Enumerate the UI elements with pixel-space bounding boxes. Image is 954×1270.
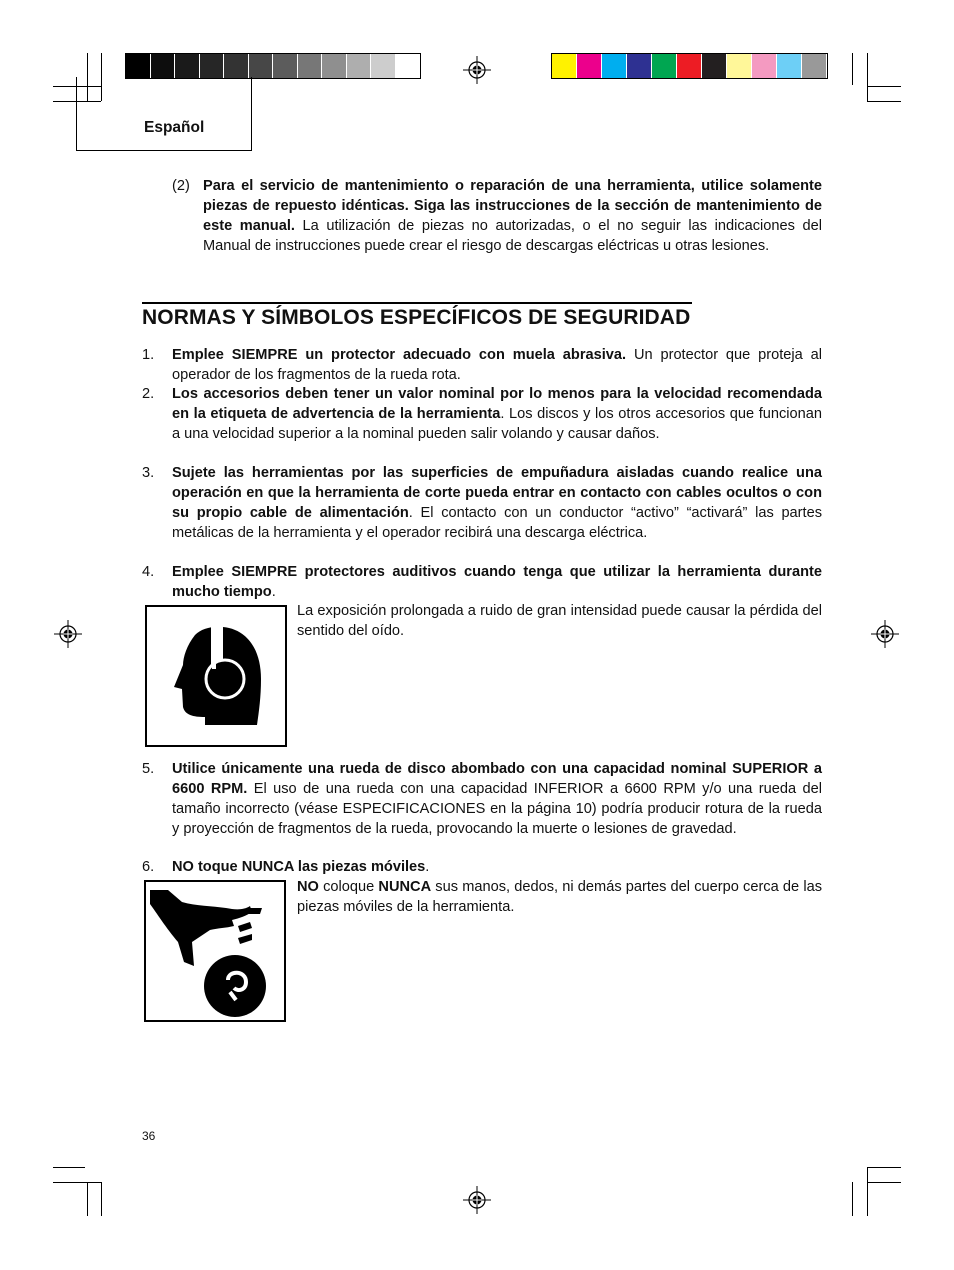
item-number: 1.	[142, 347, 155, 363]
color-swatch	[249, 54, 274, 78]
registration-mark-icon	[871, 620, 899, 648]
item-bold-text: Emplee SIEMPRE protectores auditivos cuando tenga que utilizar la herramienta durante mucho tiempo	[172, 564, 822, 600]
color-swatch	[175, 54, 200, 78]
item-number: 6.	[142, 859, 155, 875]
page-number: 36	[142, 1129, 156, 1143]
item-number: 5.	[142, 761, 155, 777]
intro-normal-text: La utilización de piezas no autorizadas, o el no seguir las indicaciones del Manual de instrucciones puede crear el riesgo de descargas eléctricas u otras lesiones.	[203, 218, 822, 254]
list-item	[172, 384, 822, 444]
list-item	[172, 345, 822, 385]
moving-parts-pictogram	[144, 880, 286, 1022]
item-bold-text: Utilice únicamente una rueda de disco abombado con una capacidad nominal SUPERIOR a 6600 RPM.	[172, 761, 822, 797]
color-swatch	[727, 54, 752, 78]
color-swatch	[602, 54, 627, 78]
detail-text: coloque	[318, 879, 379, 895]
item-normal-text: El uso de una rueda con una capacidad INFERIOR a 6600 RPM y/o una rueda del tamaño incorrecto (véase ESPECIFICACIONES en la página 10) podría producir rotura de la rueda y proyección de fragmentos de la rueda, provocando la muerte o lesiones de gravedad.	[172, 781, 822, 837]
ear-protection-icon	[147, 607, 285, 745]
intro-bold-text: Para el servicio de mantenimiento o reparación de una herramienta, utilice solamente piezas de repuesto idénticas. Siga las instrucciones de la sección de mantenimiento de este manual.	[203, 178, 822, 234]
item-bold-text: Sujete las herramientas por las superficies de empuñadura aisladas cuando realice una operación en que la herramienta de corte pueda entrar en contacto con cables ocultos o con su propio cable de alimentación	[172, 465, 822, 521]
section-title: NORMAS Y SÍMBOLOS ESPECÍFICOS DE SEGURIDAD	[142, 306, 691, 329]
list-item	[172, 759, 822, 839]
ear-protection-pictogram	[145, 605, 287, 747]
item-bold-text: Los accesorios deben tener un valor nominal por lo menos para la velocidad recomendada en la etiqueta de advertencia de la herramienta	[172, 386, 822, 422]
list-item	[172, 463, 822, 543]
color-swatch	[652, 54, 677, 78]
color-swatch	[552, 54, 577, 78]
item-bold-text: NO toque NUNCA las piezas móviles	[172, 859, 426, 875]
moving-parts-hand-icon	[146, 882, 284, 1020]
color-swatch	[777, 54, 802, 78]
grayscale-color-bar	[125, 53, 421, 79]
color-swatch	[347, 54, 372, 78]
item-number: 3.	[142, 465, 155, 481]
item-detail-text	[297, 877, 822, 917]
registration-mark-icon	[463, 1186, 491, 1214]
item-number: 4.	[142, 564, 155, 580]
item-detail-text: La exposición prolongada a ruido de gran intensidad puede causar la pérdida del sentido del oído.	[297, 603, 822, 639]
item-bold-text: Emplee SIEMPRE un protector adecuado con muela abrasiva.	[172, 347, 627, 363]
section-rule	[142, 302, 692, 304]
language-tab	[76, 77, 252, 151]
color-swatch	[200, 54, 225, 78]
detail-bold-nunca: NUNCA	[378, 879, 432, 895]
registration-mark-icon	[463, 56, 491, 84]
item-number: 2.	[142, 386, 155, 402]
color-swatch	[752, 54, 777, 78]
color-swatch	[577, 54, 602, 78]
intro-number: (2)	[172, 178, 190, 194]
item-normal-text: . El contacto con un conductor “activo” “activará” las partes metálicas de la herramienta y el operador recibirá una descarga eléctrica.	[172, 505, 823, 541]
color-swatch	[322, 54, 347, 78]
color-swatch	[151, 54, 176, 78]
color-swatch	[802, 54, 827, 78]
intro-paragraph	[203, 176, 822, 256]
list-item	[172, 857, 822, 877]
color-swatch	[298, 54, 323, 78]
item-normal-text: . Los discos y los otros accesorios que funcionan a una velocidad superior a la nominal pueden salir volando y causar daños.	[172, 406, 822, 442]
color-swatch	[396, 54, 421, 78]
language-label: Español	[144, 119, 205, 136]
list-item	[172, 562, 822, 602]
color-swatch	[371, 54, 396, 78]
color-swatch	[627, 54, 652, 78]
detail-text: sus manos, dedos, ni demás partes del cuerpo cerca de las piezas móviles de la herramienta.	[297, 879, 822, 915]
process-color-bar	[551, 53, 828, 79]
color-swatch	[224, 54, 249, 78]
color-swatch	[273, 54, 298, 78]
color-swatch	[702, 54, 727, 78]
detail-bold-no: NO	[297, 879, 319, 895]
color-swatch	[677, 54, 702, 78]
item-normal-text: .	[271, 584, 276, 600]
registration-mark-icon	[54, 620, 82, 648]
item-normal-text: Un protector que proteja al operador de los fragmentos de la rueda rota.	[172, 347, 822, 383]
color-swatch	[126, 54, 151, 78]
item-normal-text: .	[425, 859, 430, 875]
